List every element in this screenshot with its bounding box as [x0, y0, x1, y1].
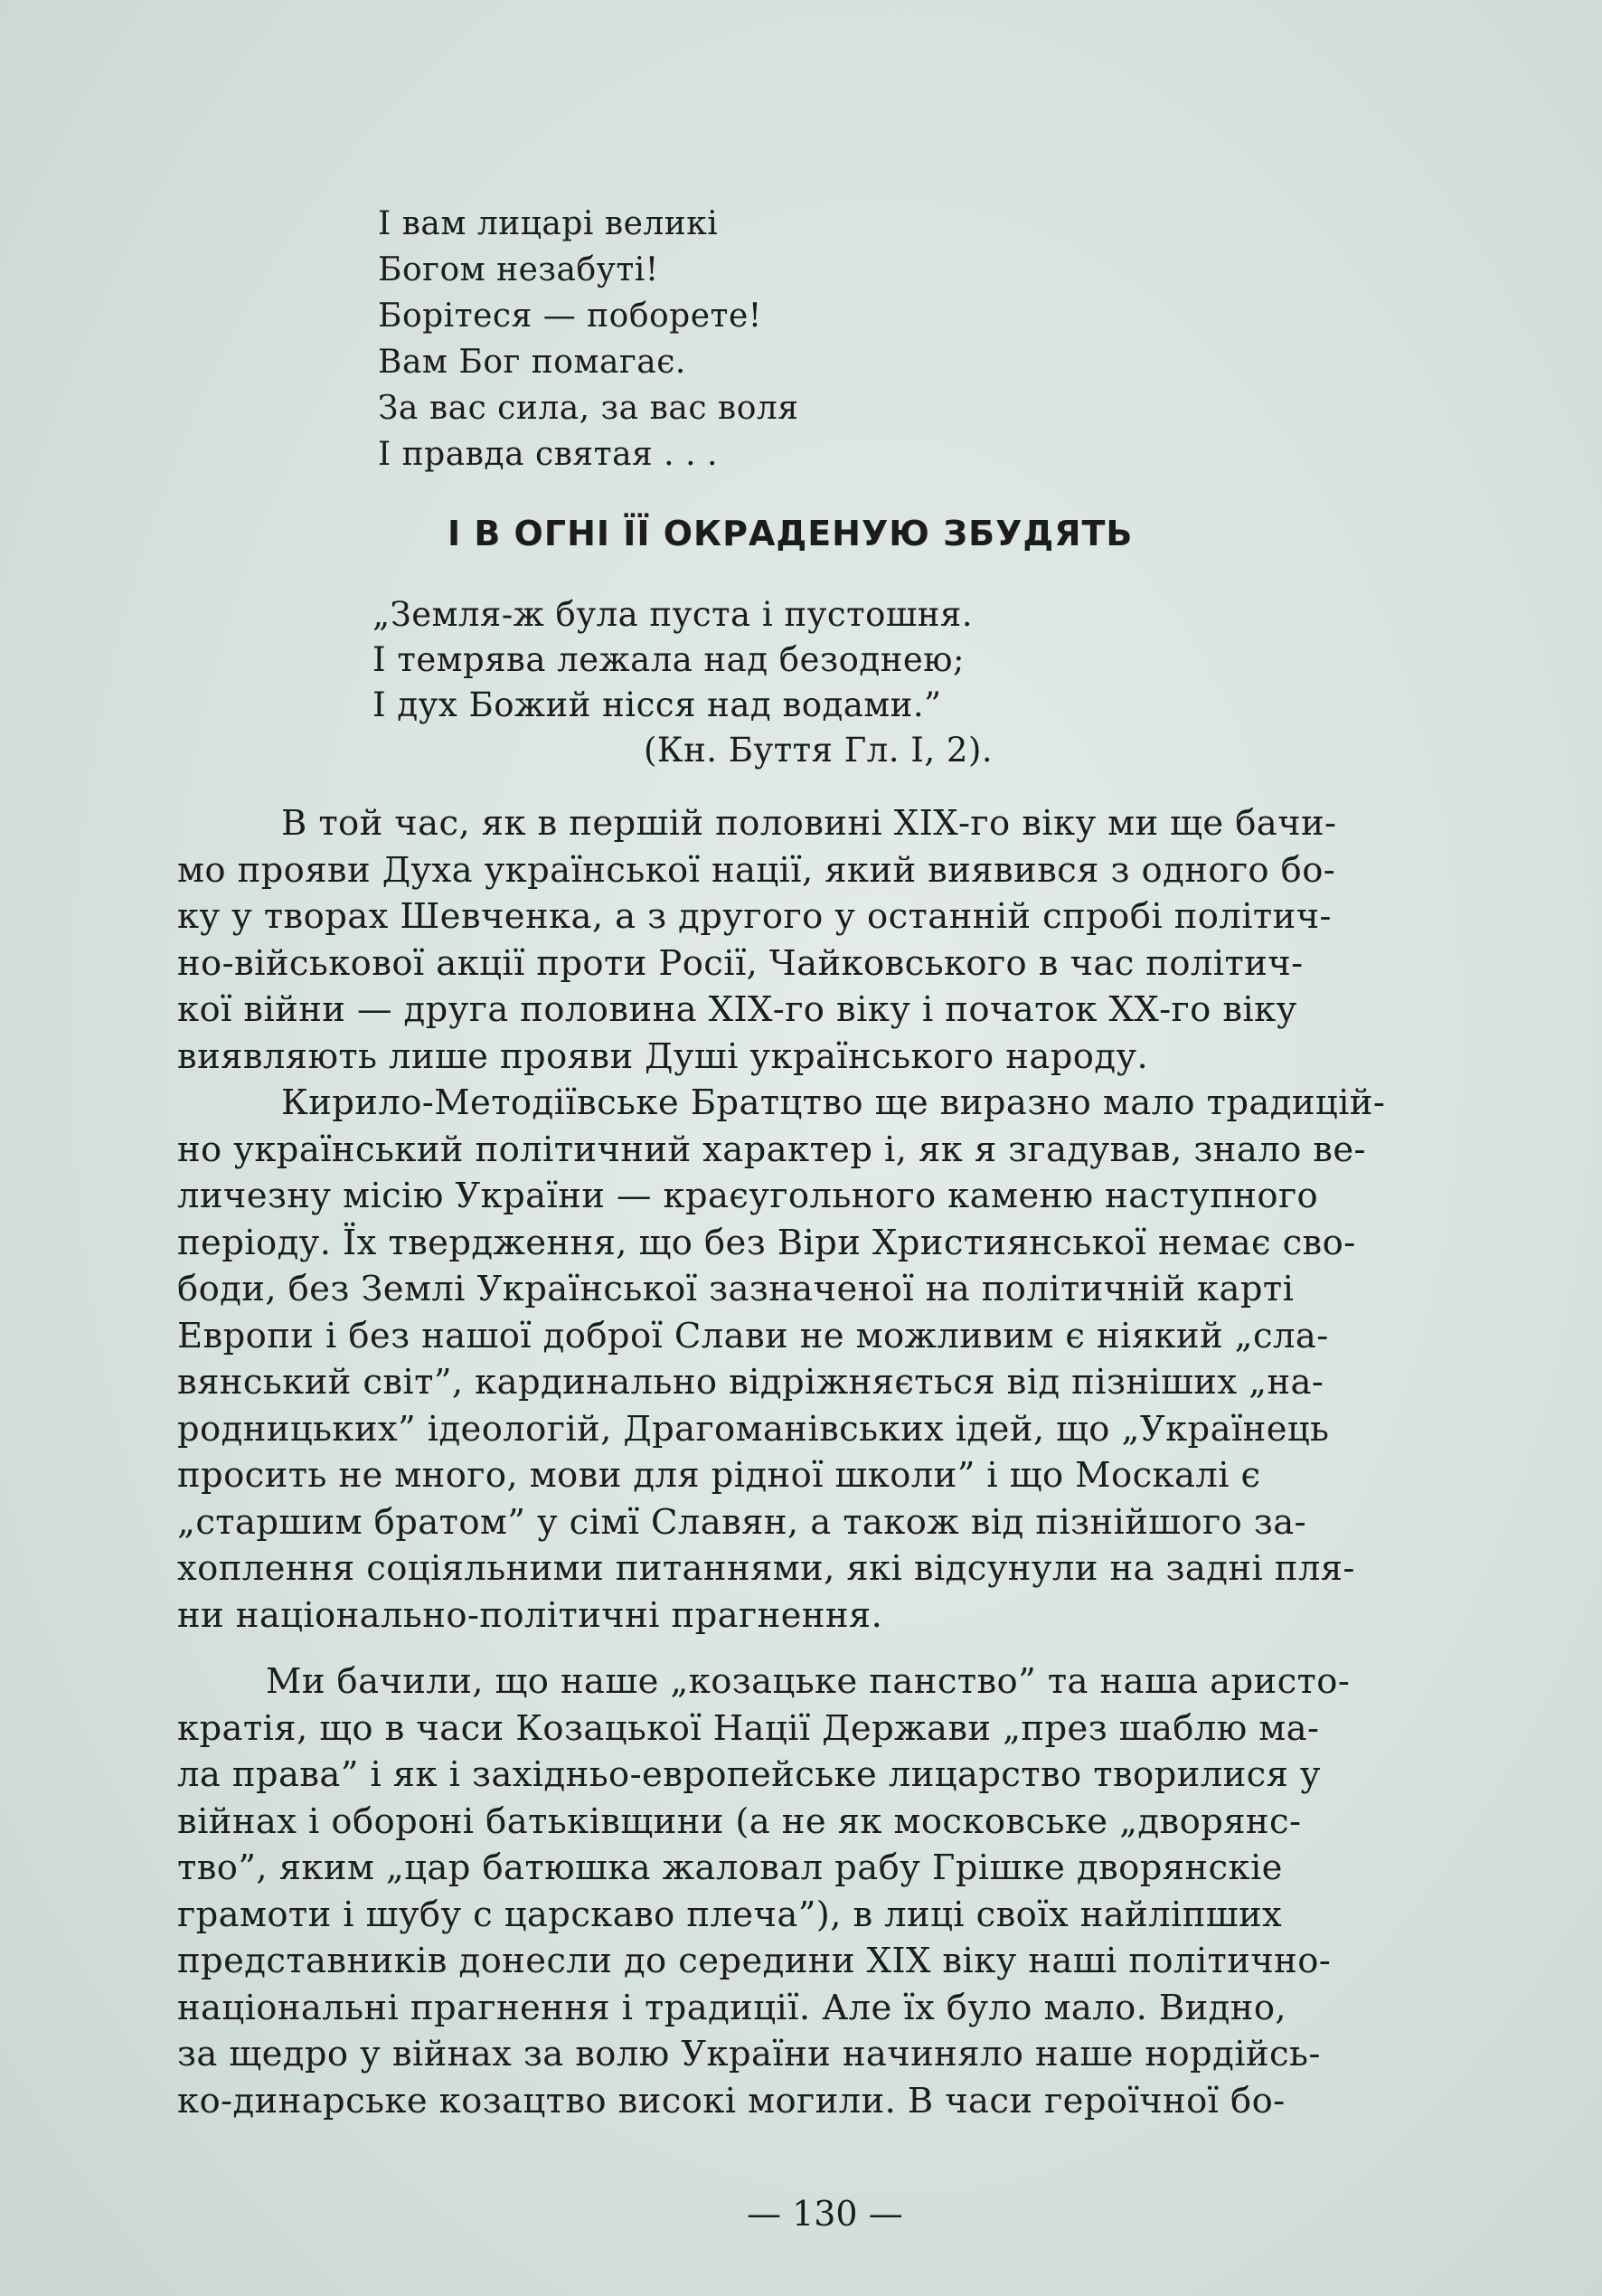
text-line: боди, без Землі Української зазначеної на політичній карті — [177, 1269, 1295, 1309]
text-line: вянський світ”, кардинально відріжняється від пізніших „на- — [177, 1362, 1324, 1403]
paragraph — [177, 1658, 1524, 2124]
text-line: представників донесли до середини ХІХ віку наші політично- — [177, 1941, 1332, 1981]
epigraph — [372, 592, 993, 773]
poem-line: За вас сила, за вас воля — [378, 390, 799, 427]
text-line: просить не много, мови для рідної школи” і що Москалі є — [177, 1455, 1261, 1496]
text-line: виявляють лише прояви Душі українського народу. — [177, 1035, 1149, 1077]
text-line: но український політичний характер і, як я згадував, знало ве- — [177, 1129, 1366, 1170]
text-line: хоплення соціяльними питаннями, які відсунули на задні пля- — [177, 1548, 1355, 1589]
text-line: національні прагнення і традиції. Але їх було мало. Видно, — [177, 1987, 1287, 2028]
text-line: кої війни — друга половина ХІХ-го віку і початок ХХ-го віку — [177, 989, 1297, 1030]
poem-line: Вам Бог помагає. — [378, 344, 686, 381]
text-line: личезну місію України — краєугольного каменю наступного — [177, 1176, 1319, 1216]
poem-line: Борітеся — поборете! — [378, 298, 762, 335]
text-line: родницьких” ідеологій, Драгоманівських ідей, що „Українець — [177, 1408, 1330, 1450]
text-line: ку у творах Шевченка, а з другого у останній спробі політич- — [177, 896, 1332, 937]
text-line: ко-динарське козацтво високі могили. В часи героїчної бо- — [177, 2080, 1286, 2121]
page-number: — 130 — — [747, 2194, 903, 2234]
text-line: кратія, що в часи Козацької Нації Держави „през шаблю ма- — [177, 1707, 1320, 1749]
paragraph-gap — [177, 1639, 1524, 1658]
epigraph-line: І дух Божий нісся над водами.” — [372, 685, 942, 724]
paragraph — [177, 800, 1524, 1080]
text-line: мо прояви Духа української нації, який виявився з одного бо- — [177, 849, 1336, 891]
text-line: ни національно-політичні прагнення. — [177, 1594, 883, 1636]
text-line: періоду. Їх твердження, що без Віри Християнської немає сво- — [177, 1222, 1356, 1263]
text-line: війнах і обороні батьківщини (а не як московське „дворянс- — [177, 1800, 1302, 1842]
poem-line: І вам лицарі великі — [378, 205, 719, 242]
text-line: Европи і без нашої доброї Слави не можливим є ніякий „сла- — [177, 1315, 1329, 1356]
text-line: ла права” і як і західньо-европейське лицарство творилися у — [177, 1754, 1321, 1795]
text-line: Ми бачили, що наше „козацьке панство” та наша аристо- — [266, 1661, 1351, 1702]
paragraph — [177, 1080, 1524, 1639]
section-title: І В ОГНІ ЇЇ ОКРАДЕНУЮ ЗБУДЯТЬ — [448, 514, 1134, 553]
text-line: Кирило-Методіївське Братцтво ще виразно мало традицій- — [281, 1082, 1386, 1123]
text-line: грамоти і шубу с царскаво плеча”), в лиці своїх найліпших — [177, 1894, 1283, 1935]
text-line: за щедро у війнах за волю України начиняло наше нордійсь- — [177, 2034, 1321, 2074]
poem-line: Богом незабуті! — [378, 251, 659, 288]
text-line: В той час, як в першій половині ХІХ-го віку ми ще бачи- — [281, 803, 1337, 844]
poem-stanza — [378, 201, 798, 477]
body-text — [177, 800, 1524, 2124]
text-line: но-військової акції проти Росії, Чайковського в час політич- — [177, 942, 1304, 984]
poem-line: І правда святая . . . — [378, 436, 718, 473]
epigraph-line: І темрява лежала над безоднею; — [372, 640, 965, 679]
text-line: „старшим братом” у сімї Славян, а також від пізнійшого за- — [177, 1501, 1306, 1543]
epigraph-line: „Земля-ж була пуста і пустошня. — [372, 595, 974, 634]
epigraph-source: (Кн. Буття Гл. І, 2). — [644, 731, 994, 770]
text-line: тво”, яким „цар батюшка жаловал рабу Грішке дворянскіе — [177, 1847, 1283, 1888]
